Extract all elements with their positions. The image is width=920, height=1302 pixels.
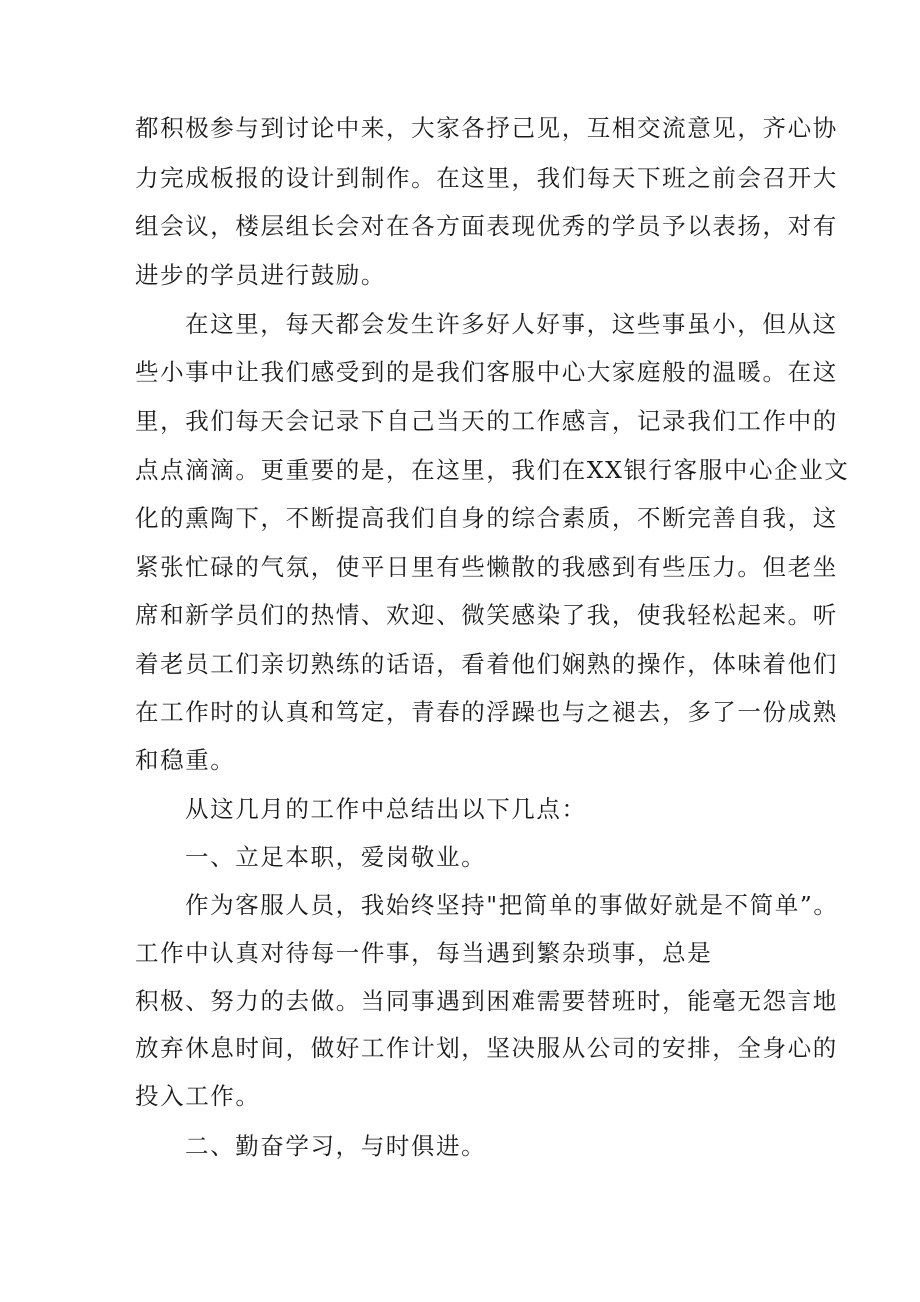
text-line: 着老员工们亲切熟练的话语，看着他们娴熟的操作，体味着他们 — [135, 650, 838, 678]
text-line: 作为客服人员，我始终坚持"把简单的事做好就是不简单”。 — [185, 891, 839, 919]
text-line: 放弃休息时间，做好工作计划，坚决服从公司的安排，全身心的 — [135, 1034, 838, 1062]
text-line: 工作中认真对待每一件事，每当遇到繁杂琐事，总是 — [135, 939, 713, 967]
text-line: 一、立足本职，爱岗敬业。 — [185, 843, 487, 871]
text-line: 点点滴滴。更重要的是，在这里，我们在XX银行客服中心企业文 — [135, 456, 850, 484]
text-line: 化的熏陶下，不断提高我们自身的综合素质，不断完善自我，这 — [135, 504, 838, 532]
text-line: 在工作时的认真和笃定，青春的浮躁也与之褪去，多了一份成熟 — [135, 698, 838, 726]
text-line: 从这几月的工作中总结出以下几点： — [185, 795, 587, 823]
text-line: 投入工作。 — [135, 1082, 261, 1110]
text-line: 里，我们每天会记录下自己当天的工作感言，记录我们工作中的 — [135, 407, 838, 435]
text-line: 积极、努力的去做。当同事遇到困难需要替班时，能毫无怨言地 — [135, 987, 838, 1015]
text-line: 席和新学员们的热情、欢迎、微笑感染了我，使我轻松起来。听 — [135, 601, 838, 629]
text-line: 和稳重。 — [135, 746, 236, 774]
text-line: 都积极参与到讨论中来，大家各抒己见，互相交流意见，齐心协 — [135, 114, 838, 142]
text-line: 力完成板报的设计到制作。在这里，我们每天下班之前会召开大 — [135, 164, 838, 192]
text-line: 些小事中让我们感受到的是我们客服中心大家庭般的温暖。在这 — [135, 358, 838, 386]
text-line: 紧张忙碌的气氛，使平日里有些懒散的我感到有些压力。但老坐 — [135, 553, 838, 581]
text-line: 二、勤奋学习，与时俱进。 — [185, 1132, 487, 1160]
text-line: 在这里，每天都会发生许多好人好事，这些事虽小，但从这 — [185, 310, 838, 338]
text-line: 进步的学员进行鼓励。 — [135, 261, 386, 289]
text-line: 组会议，楼层组长会对在各方面表现优秀的学员予以表扬，对有 — [135, 212, 838, 240]
